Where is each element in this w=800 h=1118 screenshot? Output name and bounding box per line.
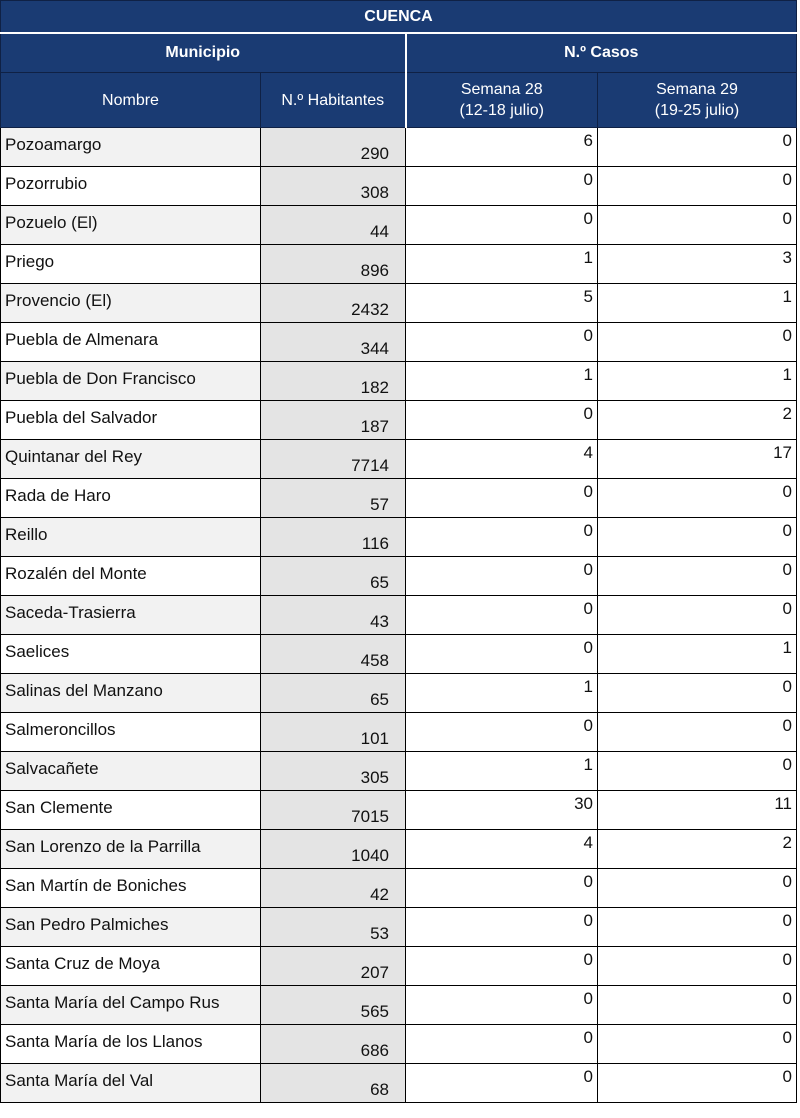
- semana-29-cases-cell: 0: [598, 557, 797, 596]
- table-row: [1, 1025, 797, 1064]
- habitantes-cell: 458: [261, 635, 406, 674]
- habitantes-cell: 65: [261, 557, 406, 596]
- semana-29-cases-cell: 1: [598, 362, 797, 401]
- table-title: CUENCA: [1, 1, 797, 34]
- table-row: [1, 908, 797, 947]
- semana-29-dates: (19-25 julio): [654, 102, 740, 119]
- municipio-name-cell: Saelices: [1, 635, 261, 674]
- municipio-name-cell: San Martín de Boniches: [1, 869, 261, 908]
- semana-28-cases-cell: 1: [406, 752, 598, 791]
- semana-28-cases-cell: 4: [406, 830, 598, 869]
- semana-29-cases-cell: 0: [598, 947, 797, 986]
- semana-29-cases-cell: 0: [598, 752, 797, 791]
- semana-29-cases-cell: 2: [598, 401, 797, 440]
- habitantes-cell: 896: [261, 245, 406, 284]
- municipio-name-cell: San Lorenzo de la Parrilla: [1, 830, 261, 869]
- habitantes-cell: 7015: [261, 791, 406, 830]
- table-row: [1, 947, 797, 986]
- table-row: [1, 674, 797, 713]
- municipio-name-cell: Pozuelo (El): [1, 206, 261, 245]
- semana-29-cases-cell: 0: [598, 206, 797, 245]
- habitantes-cell: 7714: [261, 440, 406, 479]
- table-row: [1, 635, 797, 674]
- semana-28-cases-cell: 0: [406, 479, 598, 518]
- semana-29-cases-cell: 3: [598, 245, 797, 284]
- table-row: [1, 596, 797, 635]
- group-header-municipio: Municipio: [1, 33, 406, 73]
- column-header-nombre: Nombre: [1, 73, 261, 128]
- semana-28-cases-cell: 0: [406, 167, 598, 206]
- habitantes-cell: 43: [261, 596, 406, 635]
- semana-28-label: Semana 28: [460, 81, 543, 98]
- semana-29-cases-cell: 0: [598, 167, 797, 206]
- semana-28-cases-cell: 0: [406, 947, 598, 986]
- column-header-semana-29: [598, 73, 797, 128]
- municipio-name-cell: Pozorrubio: [1, 167, 261, 206]
- habitantes-cell: 1040: [261, 830, 406, 869]
- table-row: [1, 479, 797, 518]
- semana-29-cases-cell: 2: [598, 830, 797, 869]
- municipio-name-cell: San Clemente: [1, 791, 261, 830]
- habitantes-cell: 187: [261, 401, 406, 440]
- municipio-name-cell: Quintanar del Rey: [1, 440, 261, 479]
- semana-29-cases-cell: 0: [598, 1064, 797, 1103]
- semana-28-cases-cell: 0: [406, 1025, 598, 1064]
- municipio-name-cell: Pozoamargo: [1, 128, 261, 167]
- habitantes-cell: 207: [261, 947, 406, 986]
- semana-29-cases-cell: 17: [598, 440, 797, 479]
- semana-29-cases-cell: 0: [598, 596, 797, 635]
- semana-28-cases-cell: 0: [406, 206, 598, 245]
- table-row: [1, 557, 797, 596]
- habitantes-cell: 308: [261, 167, 406, 206]
- municipio-name-cell: Santa María del Val: [1, 1064, 261, 1103]
- semana-28-cases-cell: 0: [406, 713, 598, 752]
- habitantes-cell: 344: [261, 323, 406, 362]
- habitantes-cell: 686: [261, 1025, 406, 1064]
- semana-29-cases-cell: 0: [598, 986, 797, 1025]
- municipio-name-cell: Santa María del Campo Rus: [1, 986, 261, 1025]
- table-row: [1, 440, 797, 479]
- semana-28-cases-cell: 0: [406, 1064, 598, 1103]
- table-row: [1, 323, 797, 362]
- semana-28-cases-cell: 0: [406, 557, 598, 596]
- table-row: [1, 206, 797, 245]
- municipio-name-cell: Salvacañete: [1, 752, 261, 791]
- municipio-name-cell: Reillo: [1, 518, 261, 557]
- semana-29-cases-cell: 0: [598, 518, 797, 557]
- column-header-semana-28: [406, 73, 598, 128]
- habitantes-cell: 182: [261, 362, 406, 401]
- semana-28-cases-cell: 0: [406, 635, 598, 674]
- semana-29-cases-cell: 0: [598, 674, 797, 713]
- table-row: [1, 518, 797, 557]
- municipio-name-cell: Rada de Haro: [1, 479, 261, 518]
- table-row: [1, 713, 797, 752]
- municipio-name-cell: Priego: [1, 245, 261, 284]
- semana-29-cases-cell: 0: [598, 479, 797, 518]
- table-row: [1, 284, 797, 323]
- habitantes-cell: 101: [261, 713, 406, 752]
- table-row: [1, 791, 797, 830]
- semana-28-cases-cell: 5: [406, 284, 598, 323]
- semana-29-cases-cell: 0: [598, 323, 797, 362]
- habitantes-cell: 65: [261, 674, 406, 713]
- habitantes-cell: 290: [261, 128, 406, 167]
- semana-28-cases-cell: 1: [406, 245, 598, 284]
- semana-28-cases-cell: 0: [406, 869, 598, 908]
- municipio-name-cell: Salinas del Manzano: [1, 674, 261, 713]
- municipio-name-cell: Salmeroncillos: [1, 713, 261, 752]
- habitantes-cell: 305: [261, 752, 406, 791]
- semana-29-cases-cell: 0: [598, 1025, 797, 1064]
- habitantes-cell: 116: [261, 518, 406, 557]
- municipio-name-cell: Rozalén del Monte: [1, 557, 261, 596]
- table-row: [1, 869, 797, 908]
- semana-29-cases-cell: 0: [598, 713, 797, 752]
- semana-29-cases-cell: 1: [598, 635, 797, 674]
- habitantes-cell: 42: [261, 869, 406, 908]
- municipio-name-cell: San Pedro Palmiches: [1, 908, 261, 947]
- group-header-casos: N.º Casos: [406, 33, 797, 73]
- semana-29-cases-cell: 0: [598, 869, 797, 908]
- municipio-name-cell: Puebla de Don Francisco: [1, 362, 261, 401]
- habitantes-cell: 68: [261, 1064, 406, 1103]
- municipio-name-cell: Puebla del Salvador: [1, 401, 261, 440]
- table-row: [1, 362, 797, 401]
- table-row: [1, 752, 797, 791]
- table-row: [1, 245, 797, 284]
- municipio-name-cell: Santa Cruz de Moya: [1, 947, 261, 986]
- table-body: [1, 128, 797, 1103]
- habitantes-cell: 57: [261, 479, 406, 518]
- table-row: [1, 167, 797, 206]
- table-row: [1, 986, 797, 1025]
- municipio-name-cell: Provencio (El): [1, 284, 261, 323]
- municipio-name-cell: Saceda-Trasierra: [1, 596, 261, 635]
- semana-28-cases-cell: 0: [406, 908, 598, 947]
- semana-28-cases-cell: 0: [406, 518, 598, 557]
- semana-28-cases-cell: 0: [406, 986, 598, 1025]
- semana-28-cases-cell: 4: [406, 440, 598, 479]
- semana-28-cases-cell: 30: [406, 791, 598, 830]
- table-row: [1, 128, 797, 167]
- habitantes-cell: 53: [261, 908, 406, 947]
- semana-28-cases-cell: 0: [406, 323, 598, 362]
- habitantes-cell: 565: [261, 986, 406, 1025]
- habitantes-cell: 44: [261, 206, 406, 245]
- semana-28-cases-cell: 0: [406, 401, 598, 440]
- table-row: [1, 401, 797, 440]
- municipio-name-cell: Santa María de los Llanos: [1, 1025, 261, 1064]
- table-row: [1, 830, 797, 869]
- column-header-habitantes: N.º Habitantes: [261, 73, 406, 128]
- semana-29-cases-cell: 1: [598, 284, 797, 323]
- semana-28-dates: (12-18 julio): [459, 102, 544, 119]
- semana-28-cases-cell: 0: [406, 596, 598, 635]
- semana-29-cases-cell: 0: [598, 908, 797, 947]
- municipio-name-cell: Puebla de Almenara: [1, 323, 261, 362]
- semana-28-cases-cell: 6: [406, 128, 598, 167]
- semana-29-label: Semana 29: [656, 81, 738, 98]
- semana-28-cases-cell: 1: [406, 362, 598, 401]
- semana-29-cases-cell: 11: [598, 791, 797, 830]
- semana-28-cases-cell: 1: [406, 674, 598, 713]
- habitantes-cell: 2432: [261, 284, 406, 323]
- table-row: [1, 1064, 797, 1103]
- semana-29-cases-cell: 0: [598, 128, 797, 167]
